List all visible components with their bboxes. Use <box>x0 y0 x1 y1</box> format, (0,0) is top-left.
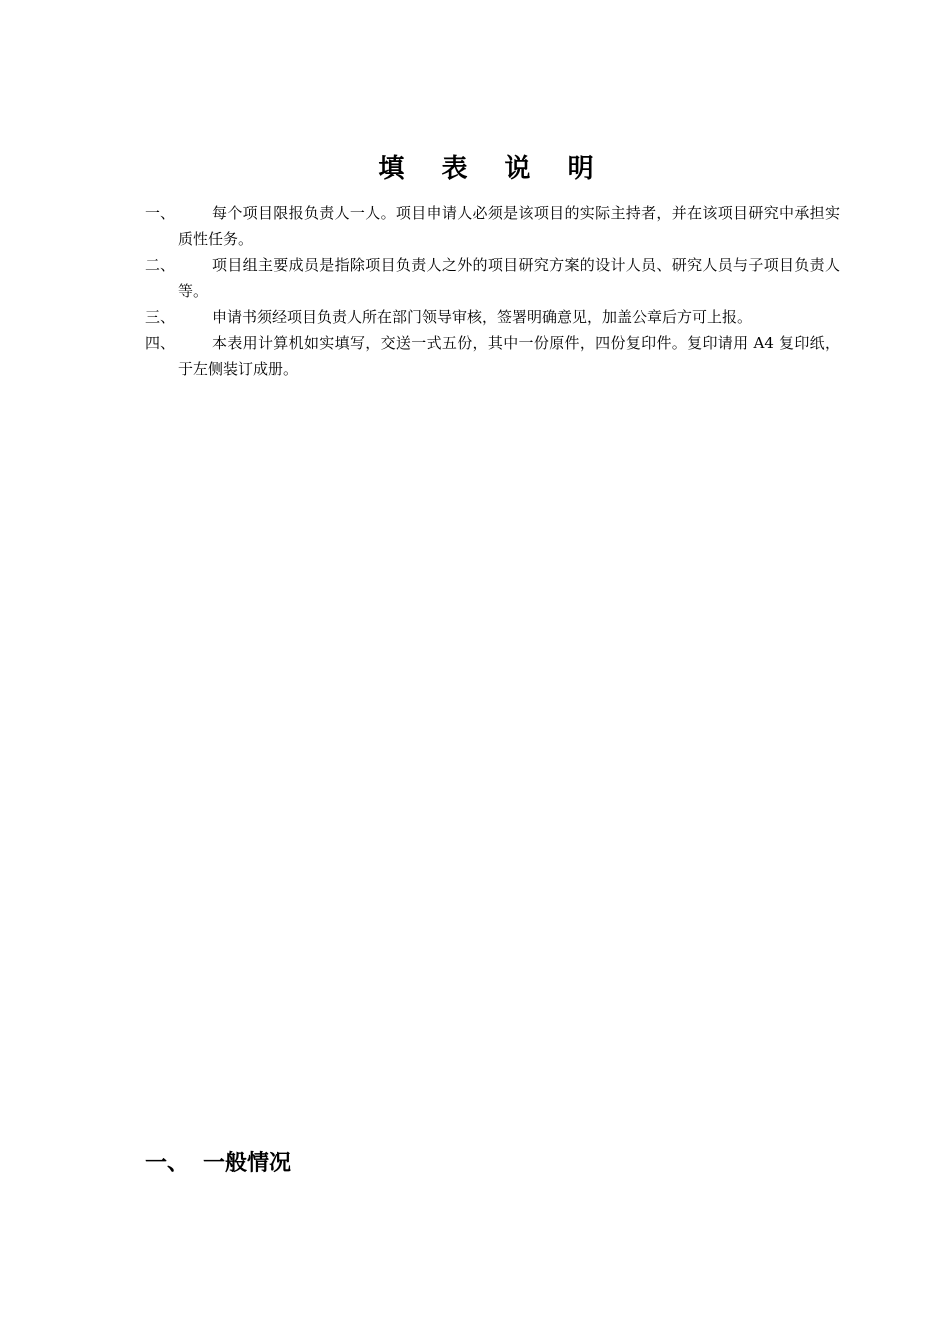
instruction-text: 每个项目限报负责人一人。项目申请人必须是该项目的实际主持者，并在该项目研究中承担实质性任务。 <box>178 204 840 248</box>
instruction-marker: 三、 <box>145 308 176 326</box>
instruction-item-2 <box>145 252 840 304</box>
instruction-marker: 一、 <box>145 204 176 222</box>
section-heading <box>145 1146 291 1182</box>
instruction-marker: 二、 <box>145 256 176 274</box>
instruction-item-4 <box>145 330 840 382</box>
page-title: 填 表 说 明 <box>378 154 608 185</box>
section-title: 一般情况 <box>203 1151 292 1177</box>
section-number: 一、 <box>145 1151 190 1177</box>
instruction-text: 申请书须经项目负责人所在部门领导审核，签署明确意见，加盖公章后方可上报。 <box>212 308 753 326</box>
instruction-item-1 <box>145 200 840 252</box>
instruction-item-3 <box>145 304 840 330</box>
instruction-marker: 四、 <box>145 334 176 352</box>
instruction-list <box>145 200 840 382</box>
instruction-text: 本表用计算机如实填写，交送一式五份，其中一份原件，四份复印件。复印请用 A4 复印纸，于左侧装订成册。 <box>178 334 840 378</box>
instruction-text: 项目组主要成员是指除项目负责人之外的项目研究方案的设计人员、研究人员与子项目负责人等。 <box>178 256 840 300</box>
